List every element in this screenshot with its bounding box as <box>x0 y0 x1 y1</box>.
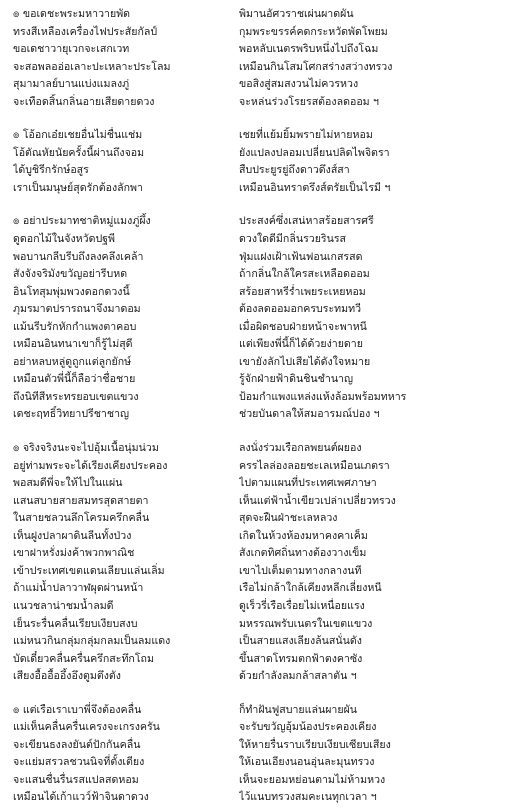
verse-line: ขึ้นสาดโทรมตกฟ้าตงคาซัง <box>239 652 363 665</box>
verse-line: เหมือนได้เก้าแวว์ฟ้าจินดาดวง <box>13 791 149 804</box>
verse-line: ขอสิงสู่สมสงวนไม่ควรหวง <box>239 78 359 91</box>
verse-column-left <box>13 440 225 686</box>
verse-line: เขาไปเต็มตามทางกลางนที <box>239 564 362 577</box>
verse-line: สุดจะฝืนฝ่าชะเลหลวง <box>239 512 338 525</box>
verse-line: โอ้ตัณหัยนัยครั้งนี้ผ่านถึงจอม <box>13 146 145 159</box>
stanza <box>0 127 515 197</box>
verse-line: ทรงสีเหลืองเครื่องไฟประสัยกัลป์ <box>13 25 158 38</box>
verse-line: สังจังจริมังขวัญอย่ารีบหด <box>13 268 128 281</box>
verse-line: ๏ อย่าประมาทชาติหมู่แมงภู่ผึ้ง <box>13 215 151 228</box>
verse-line: ให้หายรื่นราบเรียบเงียบเซียบเสียง <box>239 738 391 751</box>
verse-line: ถ้ากลิ่นใกล้ใครสะเหลือดออม <box>239 268 370 281</box>
verse-line: จะแย่มสรวลชวนนิจที่ตั้งเตียง <box>13 756 145 769</box>
verse-line: อยู่ท่ามพระจะได้เรียงเคียงประคอง <box>13 459 168 472</box>
verse-column-left <box>13 6 225 111</box>
verse-line: ไปตามแผนที่ประเทศเพศภาษา <box>239 477 377 490</box>
verse-line: ถ้าแม่น้ำปลาวาฬผุดผ่านหน้า <box>13 582 144 595</box>
verse-line: เข้าประเทศเขตแดนเลียบแล่นเลิ่ม <box>13 564 165 577</box>
verse-line: รู้จักฝ่ายฟ้าดินชินชำนาญ <box>239 373 354 386</box>
verse-line: อินโทสุมพุ่มพวงดอกดวงนี้ <box>13 285 130 298</box>
verse-line: จะเทือดสิ้นกลิ่นอายเสียดายดวง <box>13 95 155 108</box>
verse-column-left <box>13 127 225 197</box>
stanza <box>0 440 515 686</box>
verse-column-left <box>13 702 225 807</box>
verse-line: จะสอพลออ่อเลาะปะเหลาะประโลม <box>13 60 171 73</box>
verse-line: อย่าหลบหลู่ดูถูกแต่ลูกยักษ์ <box>13 355 132 368</box>
verse-line: เป็นสายแสงเลียงล้นสนั่นดัง <box>239 635 362 648</box>
verse-line: พอบานกลีบรีบถึงลงคลึงเคล้า <box>13 250 144 263</box>
verse-line: จะรับขวัญอุ้มน้องประคองเคียง <box>239 721 377 734</box>
verse-line: แม้นรีบรักหักกำแพงตาคอบ <box>13 320 137 333</box>
verse-column-left <box>13 213 225 424</box>
verse-line: เดชะฤทธิ์วิทยาปรีชาชาญ <box>13 408 130 421</box>
verse-column-right <box>225 702 515 807</box>
verse-line: เราเป็นมนุษย์สุดรักต้องลักพา <box>13 181 143 194</box>
stanza <box>0 702 515 807</box>
verse-line: ได้บูชิรีกรักษ์อสูร <box>13 164 89 177</box>
verse-line: เชยที่แย้มยิ้มพรายไม่หายหอม <box>239 129 373 142</box>
verse-line: แม่หนวกินกลุ่มกลุ่มกลมเป็นลมแดง <box>13 635 171 648</box>
verse-line: ยังแปลงปลอมเปลี่ยนปลิดไพจิตรา <box>239 146 390 159</box>
verse-line: ครรไลล่องลอยชะเลเหมือนเภตรา <box>239 459 390 472</box>
verse-line: ถึงนิทีสีหระทรยอบเขตแขวง <box>13 390 139 403</box>
verse-line: ภุมรมาตปรารถนาจึงมาดอม <box>13 303 141 316</box>
verse-line: เห็นจะยอมหย่อนตามไม่ห้ามหวง <box>239 773 386 786</box>
verse-line: เหมือนอินทนาเขาก็รู้ไม่สุดี <box>13 338 133 351</box>
verse-line: จะเขียนธงลงยันต์ปักกันคลื่น <box>13 738 141 751</box>
verse-line: ไว้แนบทรวงสมคะเนทุกเวลา ฯ <box>239 791 377 804</box>
verse-line: เหมือนอินทราตรึงส์ตรัยเป็นไรมี ฯ <box>239 181 391 194</box>
verse-line: เมื่อผิดชอบฝ่ายหน้าจะพาหนี <box>239 320 367 333</box>
verse-line: กุมพระขรรค์คดกระหวัดพัดโพยม <box>239 25 388 38</box>
verse-line: ช่วยบันดาลให้สมอารมณ์ปอง ฯ <box>239 408 380 421</box>
verse-line: ขอเดชาวายุเวกจะเสกเวท <box>13 43 130 56</box>
verse-line: บัดเดี๋ยวคลื่นครื่นครึกสะทึกโถม <box>13 652 154 665</box>
verse-line: ให้เอนเอียงนอนอุ่นละมุนทรวง <box>239 756 375 769</box>
verse-line: สร้อยสาหรีร่ำเพยระเหยหอม <box>239 285 366 298</box>
verse-line: เห็นฝูงปลาผาดินลีนทั้งป่วง <box>13 529 132 542</box>
verse-column-right <box>225 6 515 111</box>
verse-line: เย็นระรื่นคลื่นเรียบเงียบสงบ <box>13 617 138 630</box>
verse-line: พอหลับเนตรพริบหนึ่งไปถึงโฉม <box>239 43 379 56</box>
verse-line: ๏ โอ้อกเอ๋ยเชยอื่นไม่ชื่นแช่ม <box>13 129 143 142</box>
verse-line: ต้องลดออมอกครบระทมทวี <box>239 303 362 316</box>
verse-line: จะหล่นร่วงโรยรสต้องลดออม ฯ <box>239 95 379 108</box>
verse-column-right <box>225 127 515 197</box>
verse-line: ๏ แต่เรือเราเบาพี่จึงต้องคลื่น <box>13 703 142 716</box>
verse-line: ด้วยกำลังลมกล้าสลาตัน ฯ <box>239 670 357 683</box>
verse-line: ๏ จริงจริงนะจะไปอุ้มเนื้อนุ่มน่วม <box>13 442 159 455</box>
verse-line: แม่เห็นคลื่นครื่นเครงจะเกรงครัน <box>13 721 160 734</box>
verse-line: แนวชลาน่าชมน้ำลมดี <box>13 599 114 612</box>
verse-line: มหรรณพรับเนตรในเขตแขวง <box>239 617 373 630</box>
verse-line: เหมือนตัวพี่นี้ก็ลือว่าชื่อชาย <box>13 373 136 386</box>
verse-line: ฟุ่มแฝงเฝ้าเฟ้นฟอนเกสรสด <box>239 250 363 263</box>
verse-line: ประสงค์ซึ่งเสน่หาสร้อยสารศรี <box>239 215 374 228</box>
verse-line: สุมามาลย์บานแบ่งแมลงภู่ <box>13 78 130 91</box>
verse-line: แต่เพียงพี่นี้ก็ได้ด้วยง่ายดาย <box>239 338 363 351</box>
verse-line: ดูดอกไม้ในจังหวัดปฐพี <box>13 233 116 246</box>
verse-column-right <box>225 440 515 686</box>
verse-line: แสนสบายสายสมทรสุดสายตา <box>13 494 149 507</box>
verse-line: ก็ทำฝันฟูสบายแล่นผายผัน <box>239 703 358 716</box>
verse-line: เรือไม่กล้าใกล้เคียงหลีกเลี่ยงหนี <box>239 582 382 595</box>
verse-line: เกิดในห้วงห้องมหาคงคาเค็ม <box>239 529 368 542</box>
verse-line: ดวงใดดีมีกลิ่นรวยรินรส <box>239 233 346 246</box>
verse-line: เขาฝาหรั่งม่งค้าพวกพาณิช <box>13 547 135 560</box>
verse-line: สืบประยูรยู่ถึงดาวดึงส์สา <box>239 164 350 177</box>
verse-line: ป้อมกำแพงแหล่งแห้งล้อมพร้อมทหาร <box>239 390 407 403</box>
stanza <box>0 213 515 424</box>
verse-line: จะแสนชื่นรื่นรสแปลสดหอม <box>13 773 139 786</box>
verse-column-right <box>225 213 515 424</box>
verse-line: เขายังลักไปเสียได้ดังใจหมาย <box>239 355 371 368</box>
verse-line: ในสายชลวนลึกโครมครึกคลื่น <box>13 512 150 525</box>
stanza <box>0 6 515 111</box>
verse-line: สังเกตทิศถิ่นทางต้องวางเข็ม <box>239 547 367 560</box>
verse-line: ลงนั่งร่วมเรือกลพยนต์ผยอง <box>239 442 362 455</box>
verse-line: พิมานอัศวราชเผ่นผาดผัน <box>239 8 354 20</box>
verse-line: เหมือนกินโสมโศกสร่างสว่างทรวง <box>239 60 393 73</box>
verse-line: พอสมดีพี่จะให้ไปในแผ่น <box>13 477 123 490</box>
verse-line: เห็นแต่ฟ้าน้ำเขียวเปล่าเปลี่ยวทรวง <box>239 494 396 507</box>
verse-line: เสียงอื้ออื้ออึ้งอึงตูมตึงตัง <box>13 670 121 683</box>
verse-line: ดูเร็วรี่เรือเรื่อยไม่เหนื่อยแรง <box>239 599 365 612</box>
verse-line: ๏ ขอเดชะพระมหาวายพัด <box>13 8 131 20</box>
